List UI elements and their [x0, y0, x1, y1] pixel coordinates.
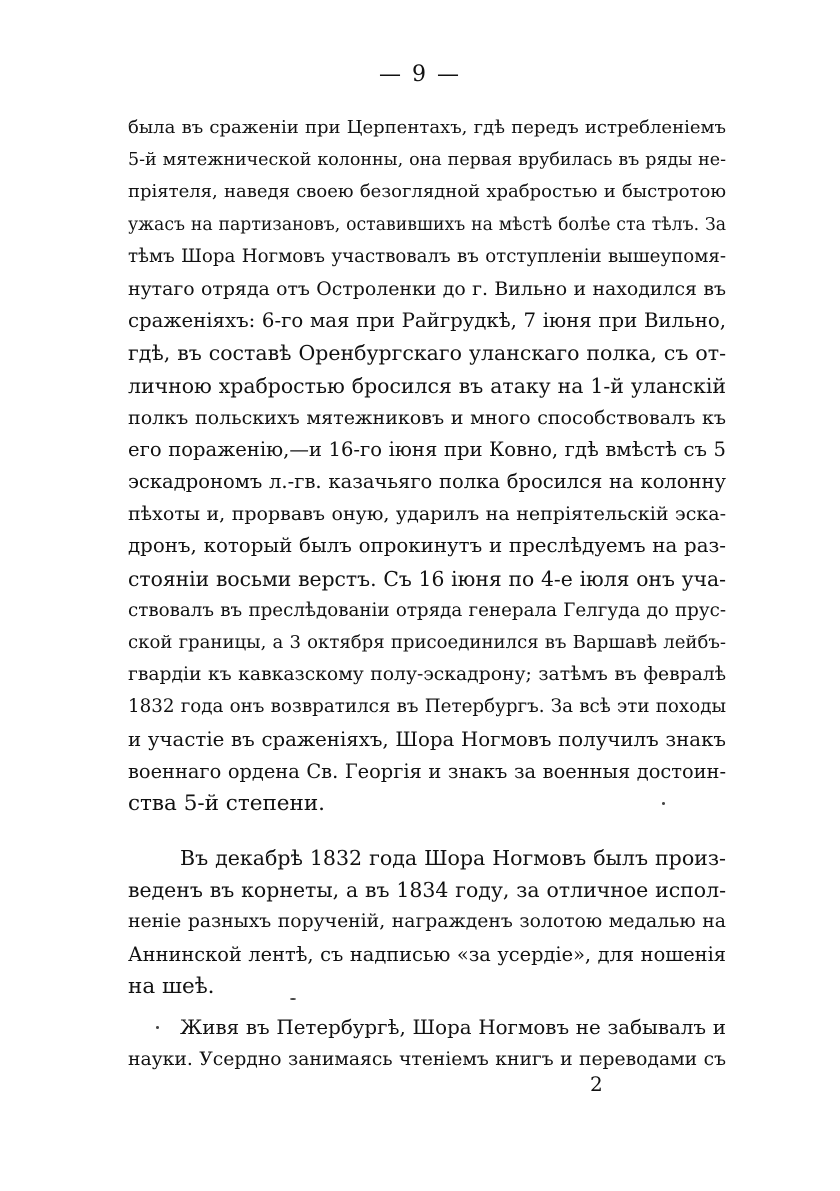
paragraph-1 [128, 112, 726, 820]
print-speck [290, 998, 296, 1000]
text-line: Въ декабрѣ 1832 года Шора Ногмовъ былъ произ- [180, 846, 726, 870]
print-speck [156, 1026, 159, 1029]
text-line: Аннинской лентѣ, съ надписью «за усердіе», для ношенія [128, 942, 726, 966]
text-line: пѣхоты и, прорвавъ оную, ударилъ на непріятельскій эска- [128, 503, 726, 526]
text-line: личною храбростью бросился въ атаку на 1-й уланскій [128, 373, 726, 398]
text-line: науки. Усердно занимаясь чтеніемъ книгъ и переводами съ [128, 1049, 726, 1071]
text-line: 1832 года онъ возвратился въ Петербургъ. За всѣ эти походы [128, 696, 726, 718]
text-line: стояніи восьми верстъ. Съ 16 іюня по 4-е іюля онъ уча- [128, 566, 726, 591]
text-line: военнаго ордена Св. Георгія и знакъ за военныя достоин- [128, 759, 726, 783]
text-line: полкъ польскихъ мятежниковъ и много способствовалъ къ [128, 406, 726, 429]
text-line: тѣмъ Шора Ногмовъ участвовалъ въ отступленіи вышеупомя- [128, 245, 726, 267]
text-line: на шеѣ. [128, 973, 215, 999]
text-line: была въ сраженіи при Церпентахъ, гдѣ передъ истребленіемъ [128, 117, 726, 138]
text-line: веденъ въ корнеты, а въ 1834 году, за отличное испол- [128, 878, 726, 903]
page-number: — 9 — [379, 62, 461, 87]
text-line: ской границы, а 3 октября присоединился въ Варшавѣ лейбъ- [128, 632, 726, 653]
paragraph-3 [128, 1012, 726, 1076]
print-speck [662, 802, 665, 805]
text-line: ства 5-й степени. [128, 790, 326, 816]
text-line: ужасъ на партизановъ, оставившихъ на мѣстѣ болѣе ста тѣлъ. За [128, 214, 726, 235]
text-line: эскадрономъ л.-гв. казачьяго полка бросился на колонну [128, 470, 726, 494]
text-line: дронъ, который былъ опрокинутъ и преслѣдуемъ на раз- [128, 534, 726, 558]
text-line: и участіе въ сраженіяхъ, Шора Ногмовъ получилъ знакъ [128, 727, 726, 751]
text-line: его пораженію,—и 16-го іюня при Ковно, гдѣ вмѣстѣ съ 5 [128, 437, 726, 461]
paragraph-2 [128, 842, 726, 1003]
text-line: 5-й мятежнической колонны, она первая врубилась въ ряды не- [128, 150, 726, 171]
signature-mark: 2 [590, 1072, 603, 1096]
text-line: неніе разныхъ порученій, награжденъ золотою медалью на [128, 911, 726, 933]
text-line: Живя въ Петербургѣ, Шора Ногмовъ не забывалъ и [180, 1016, 726, 1039]
text-line: сраженіяхъ: 6-го мая при Райгрудкѣ, 7 іюня при Вильно, [128, 309, 726, 333]
text-line: гдѣ, въ составѣ Оренбургскаго уланскаго полка, съ от- [128, 341, 726, 366]
text-line: нутаго отряда отъ Остроленки до г. Вильно и находился въ [128, 277, 726, 300]
text-line: пріятеля, наведя своею безоглядной храбростью и быстротою [128, 181, 726, 203]
text-line: ствовалъ въ преслѣдованіи отряда генерала Гелгуда до прус- [128, 599, 726, 621]
text-line: гвардіи къ кавказскому полу-эскадрону; затѣмъ въ февралѣ [128, 664, 726, 686]
